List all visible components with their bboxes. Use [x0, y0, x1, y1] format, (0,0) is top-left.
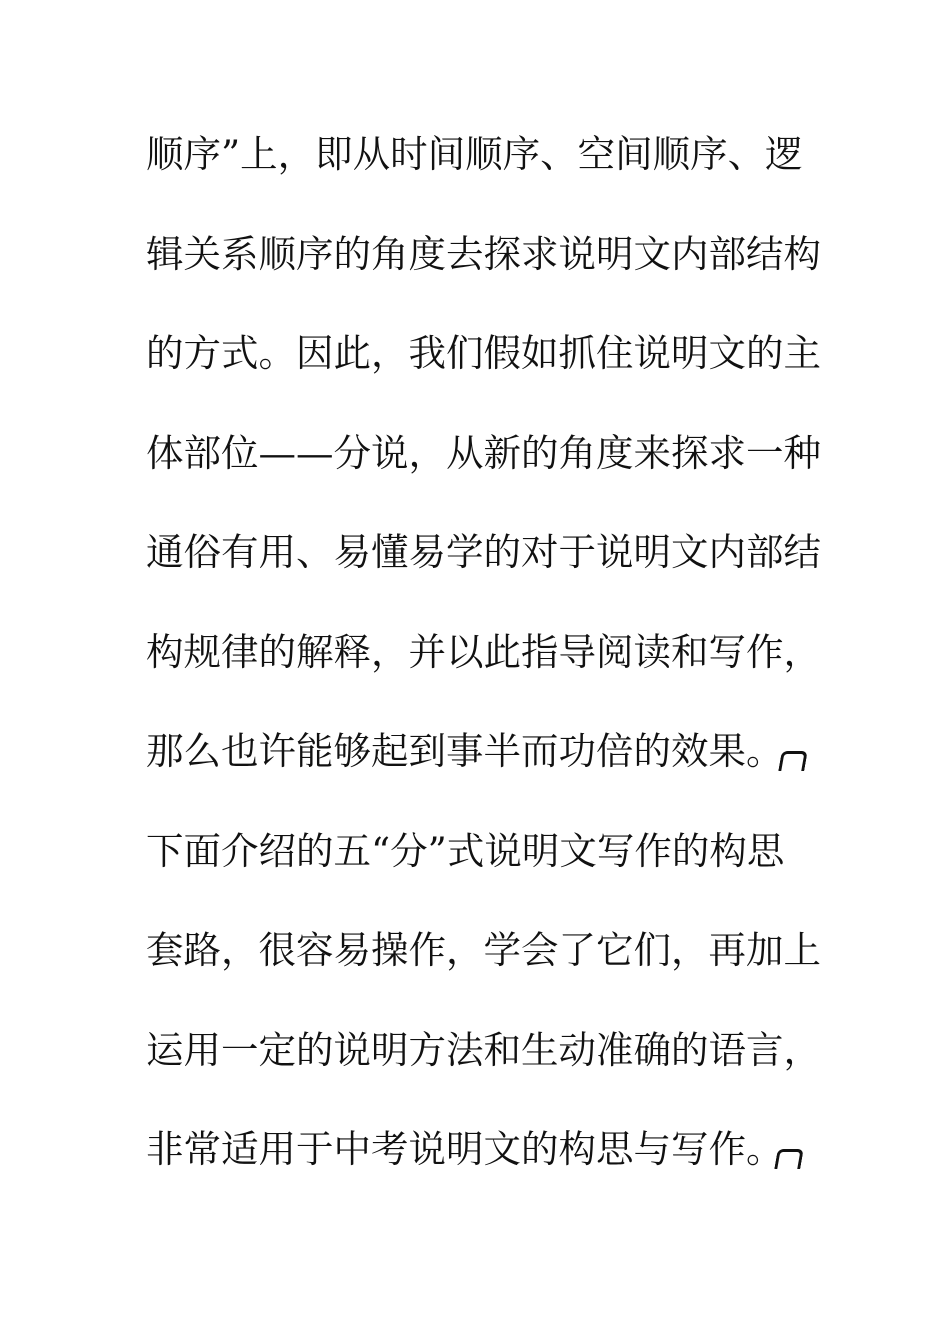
- text-line-7: 那么也许能够起到事半而功倍的效果。: [146, 729, 784, 773]
- text-line-4: 体部位——分说，从新的角度来探求一种: [146, 430, 821, 475]
- text-line-9: 套路，很容易操作，学会了它们，再加上: [146, 928, 821, 972]
- text-line-11-wrap: [146, 1119, 826, 1219]
- text-line-5: 通俗有用、易懂易学的对于说明文内部结: [146, 530, 821, 574]
- body-text: [146, 124, 826, 1219]
- text-line-6: 构规律的解释，并以此指导阅读和写作，: [146, 629, 821, 674]
- text-line-1: 顺序”上，即从时间顺序、空间顺序、逻: [146, 132, 803, 176]
- text-line-8: 下面介绍的五“分”式说明文写作的构思: [146, 828, 785, 873]
- paragraph-mark-icon: [774, 1149, 804, 1169]
- text-line-2: 辑关系顺序的角度去探求说明文内部结构: [146, 231, 821, 276]
- text-line-10: 运用一定的说明方法和生动准确的语言，: [146, 1027, 821, 1072]
- text-line-3: 的方式。因此，我们假如抓住说明文的主: [146, 331, 821, 375]
- text-line-11: 非常适用于中考说明文的构思与写作。: [146, 1127, 784, 1171]
- text-line-7-wrap: [146, 721, 826, 821]
- paragraph-mark-icon: [778, 751, 808, 771]
